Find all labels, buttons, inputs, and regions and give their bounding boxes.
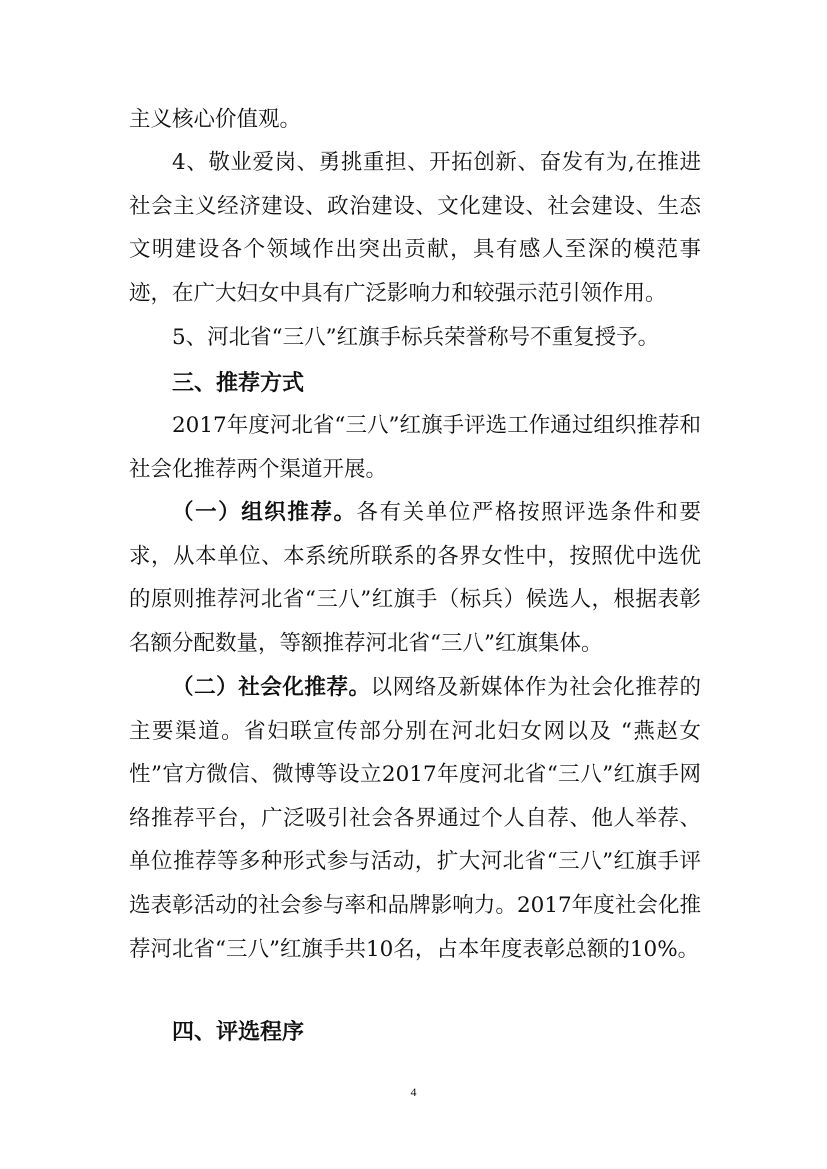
paragraph-org-recommend bbox=[129, 491, 701, 665]
paragraph-criterion-5: 5、河北省“三八”红旗手标兵荣誉称号不重复授予。 bbox=[172, 325, 660, 350]
section-heading-4: 四、评选程序 bbox=[172, 1020, 305, 1045]
subheading-social-recommend: （二）社会化推荐。 bbox=[172, 675, 371, 700]
org-recommend-text: 各有关单位严格按照评选条件和要求，从本单位、本系统所联系的各界女性中，按照优中选优的原则推荐河北省“三八”红旗手（标兵）候选人，根据表彰名额分配数量，等额推荐河北省“三八”红旗集体。 bbox=[129, 500, 701, 656]
paragraph-social-recommend bbox=[129, 666, 701, 971]
section-heading-3: 三、推荐方式 bbox=[172, 371, 305, 396]
subheading-org-recommend: （一）组织推荐。 bbox=[172, 500, 357, 525]
paragraph-continuation: 主义核心价值观。 bbox=[129, 107, 302, 132]
social-recommend-text: 以网络及新媒体作为社会化推荐的主要渠道。省妇联宣传部分别在河北妇女网以及 “燕赵女性”官方微信、微博等设立2017年度河北省“三八”红旗手网络推荐平台，广泛吸引社会各界通过个人自荐、他人举荐、单位推荐等多种形式参与活动，扩大河北省“三八”红旗手评选表彰活动的社会参与率和品牌影响力。2017年度社会化推荐河北省“三八”红旗手共10名，占本年度表彰总额的10%。 bbox=[129, 675, 701, 962]
paragraph-recommend-intro: 2017年度河北省“三八”红旗手评选工作通过组织推荐和社会化推荐两个渠道开展。 bbox=[129, 413, 701, 482]
paragraph-criterion-4: 4、敬业爱岗、勇挑重担、开拓创新、奋发有为,在推进社会主义经济建设、政治建设、文化建设、社会建设、生态文明建设各个领域作出突出贡献，具有感人至深的模范事迹，在广大妇女中具有广泛影响力和较强示范引领作用。 bbox=[129, 150, 701, 306]
page-number: 4 bbox=[410, 1085, 417, 1099]
